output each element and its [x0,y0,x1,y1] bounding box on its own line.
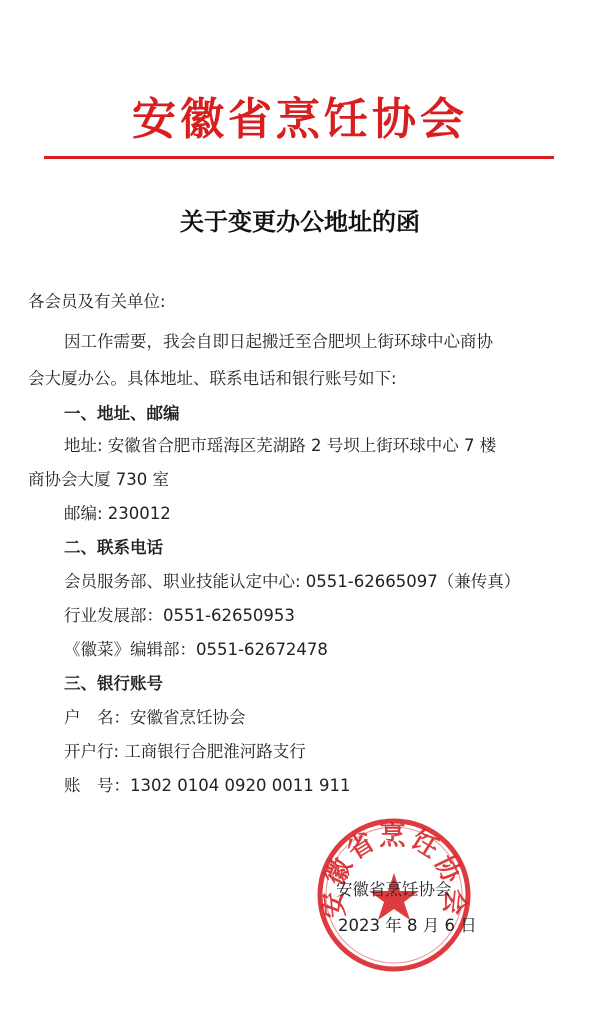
letterhead-org-name: 安徽省烹饪协会 [132,94,468,145]
account-name: 户 名：安徽省烹饪协会 [64,708,246,727]
bank-name: 开户行: 工商银行合肥淮河路支行 [64,742,306,761]
salutation: 各会员及有关单位: [28,292,166,311]
intro-paragraph-line-2: 会大厦办公。具体地址、联系电话和银行账号如下: [28,369,397,388]
phone-member-services: 会员服务部、职业技能认定中心: 0551-62665097（兼传真） [64,572,521,591]
section-heading-bank: 三、银行账号 [64,674,163,693]
phone-editorial-dept: 《徽菜》编辑部：0551-62672478 [64,640,328,659]
postcode: 邮编: 230012 [64,504,171,523]
section-heading-address: 一、地址、邮编 [64,404,180,423]
address-line-2: 商协会大厦 730 室 [28,470,169,489]
phone-industry-dept: 行业发展部：0551-62650953 [64,606,295,625]
account-number: 账 号：1302 0104 0920 0011 911 [64,776,351,795]
document-title: 关于变更办公地址的函 [180,207,420,236]
signature-org: 安徽省烹饪协会 [336,880,452,899]
intro-paragraph-line-1: 因工作需要，我会自即日起搬迁至合肥坝上街环球中心商协 [64,332,493,351]
address-line-1: 地址: 安徽省合肥市瑶海区芜湖路 2 号坝上街环球中心 7 楼 [64,436,497,455]
signature-date: 2023 年 8 月 6 日 [338,916,477,935]
letterhead-red-rule [44,156,554,159]
section-heading-phone: 二、联系电话 [64,538,163,557]
svg-text:安徽省烹饪协会: 安徽省烹饪协会 [317,821,471,920]
